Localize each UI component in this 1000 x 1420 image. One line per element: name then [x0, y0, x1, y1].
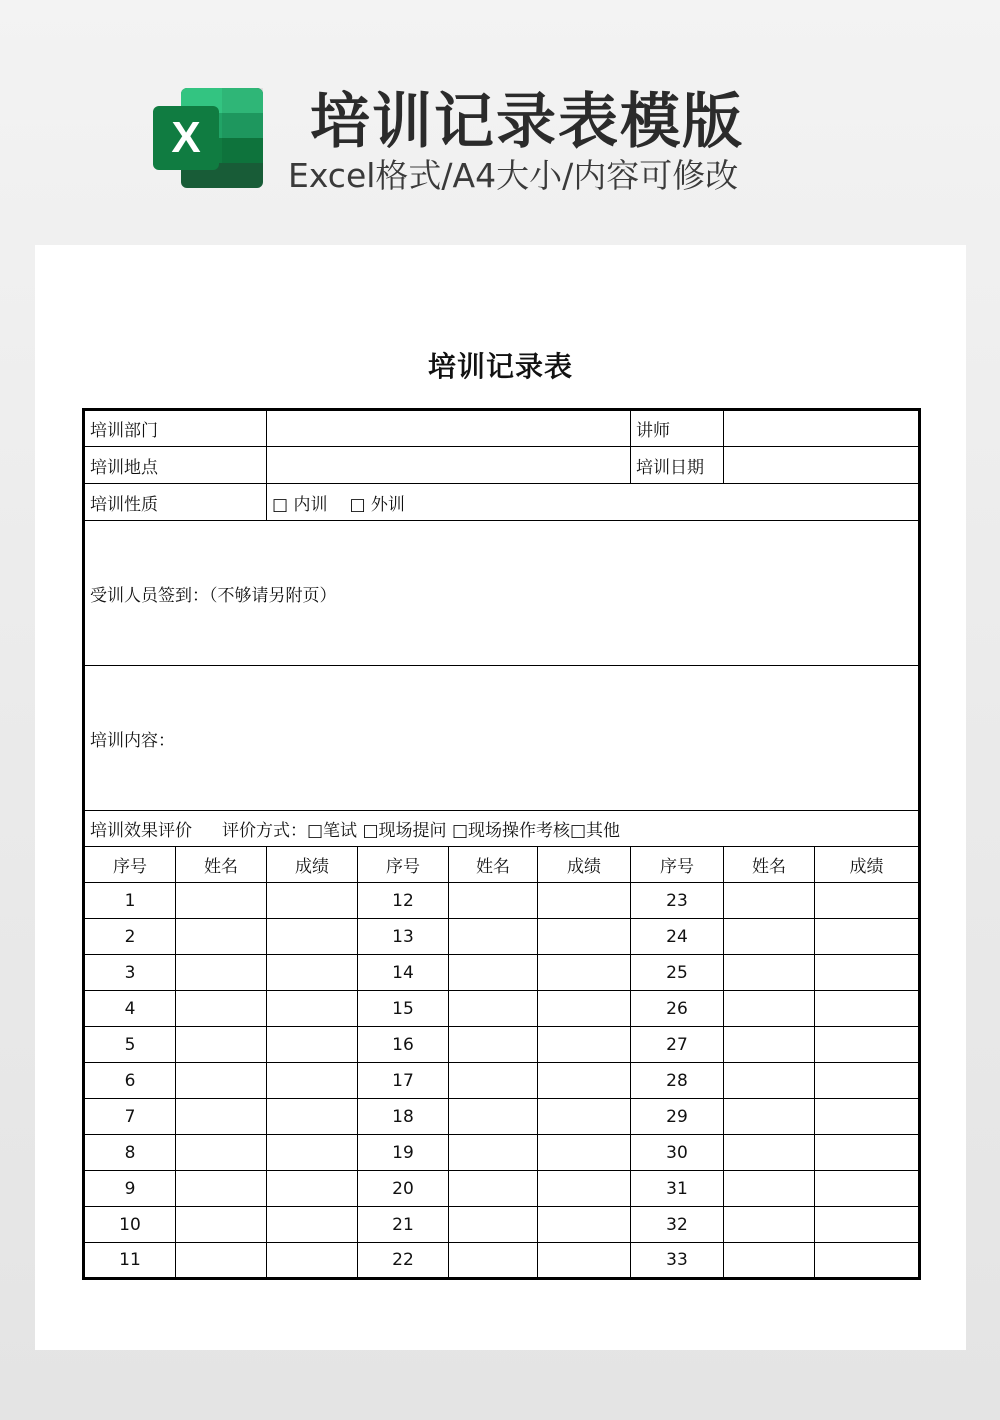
grid-header-row — [84, 847, 920, 883]
score-cell[interactable] — [267, 955, 358, 991]
score-cell[interactable] — [267, 919, 358, 955]
score-cell[interactable] — [815, 883, 920, 919]
header-score-3: 成绩 — [815, 847, 920, 883]
seq-cell: 3 — [84, 955, 176, 991]
table-row — [84, 1063, 920, 1099]
location-field[interactable] — [267, 447, 631, 484]
name-cell[interactable] — [724, 1243, 815, 1279]
page-subtitle: Excel格式/A4大小/内容可修改 — [288, 156, 739, 195]
seq-cell: 15 — [358, 991, 449, 1027]
seq-cell: 7 — [84, 1099, 176, 1135]
seq-cell: 10 — [84, 1207, 176, 1243]
header-score-2: 成绩 — [538, 847, 631, 883]
checkbox-external[interactable]: □ 外训 — [349, 494, 405, 515]
name-cell[interactable] — [176, 1063, 267, 1099]
name-cell[interactable] — [724, 1171, 815, 1207]
nature-options — [267, 484, 920, 521]
page-title: 培训记录表模版 — [310, 87, 744, 157]
label-signin: 受训人员签到：（不够请另附页） — [90, 585, 337, 606]
name-cell[interactable] — [176, 991, 267, 1027]
label-content: 培训内容： — [90, 730, 175, 751]
evaluation-cell — [84, 811, 920, 847]
name-cell[interactable] — [724, 991, 815, 1027]
table-row — [84, 919, 920, 955]
score-cell[interactable] — [815, 991, 920, 1027]
seq-cell: 32 — [631, 1207, 724, 1243]
training-record-form — [82, 408, 921, 1280]
checkbox-internal[interactable]: □ 内训 — [272, 494, 328, 515]
score-cell[interactable] — [267, 1171, 358, 1207]
seq-cell: 33 — [631, 1243, 724, 1279]
name-cell[interactable] — [724, 1027, 815, 1063]
score-cell[interactable] — [815, 1063, 920, 1099]
score-cell[interactable] — [538, 1063, 631, 1099]
checkbox-written[interactable]: □笔试 — [307, 821, 358, 841]
seq-cell: 8 — [84, 1135, 176, 1171]
name-cell[interactable] — [724, 1063, 815, 1099]
score-cell[interactable] — [267, 1135, 358, 1171]
name-cell[interactable] — [449, 883, 538, 919]
name-cell[interactable] — [176, 1243, 267, 1279]
score-cell[interactable] — [815, 1207, 920, 1243]
seq-cell: 17 — [358, 1063, 449, 1099]
header-seq-3: 序号 — [631, 847, 724, 883]
seq-cell: 19 — [358, 1135, 449, 1171]
name-cell[interactable] — [449, 955, 538, 991]
seq-cell: 30 — [631, 1135, 724, 1171]
name-cell[interactable] — [449, 1099, 538, 1135]
score-cell[interactable] — [815, 1027, 920, 1063]
seq-cell: 21 — [358, 1207, 449, 1243]
header-seq-1: 序号 — [84, 847, 176, 883]
document-sheet — [35, 245, 966, 1350]
score-cell[interactable] — [538, 991, 631, 1027]
score-cell[interactable] — [267, 1027, 358, 1063]
seq-cell: 31 — [631, 1171, 724, 1207]
content-area[interactable] — [84, 666, 920, 811]
name-cell[interactable] — [724, 883, 815, 919]
seq-cell: 16 — [358, 1027, 449, 1063]
seq-cell: 11 — [84, 1243, 176, 1279]
score-cell[interactable] — [538, 955, 631, 991]
checkbox-onsite-operation[interactable]: □现场操作考核 — [451, 821, 570, 841]
score-cell[interactable] — [538, 1027, 631, 1063]
label-eval-method: 评价方式： — [222, 821, 307, 841]
lecturer-field[interactable] — [724, 410, 920, 447]
score-cell[interactable] — [815, 955, 920, 991]
name-cell[interactable] — [449, 1243, 538, 1279]
label-evaluation: 培训效果评价 — [90, 821, 192, 841]
name-cell[interactable] — [176, 1171, 267, 1207]
table-row — [84, 883, 920, 919]
name-cell[interactable] — [176, 955, 267, 991]
table-row — [84, 1027, 920, 1063]
label-lecturer: 讲师 — [631, 410, 724, 447]
name-cell[interactable] — [449, 919, 538, 955]
header-name-3: 姓名 — [724, 847, 815, 883]
name-cell[interactable] — [449, 1207, 538, 1243]
label-nature: 培训性质 — [84, 484, 267, 521]
seq-cell: 2 — [84, 919, 176, 955]
row-content — [84, 666, 920, 811]
name-cell[interactable] — [724, 1207, 815, 1243]
seq-cell: 20 — [358, 1171, 449, 1207]
document-title: 培训记录表 — [427, 350, 573, 383]
score-cell[interactable] — [267, 1063, 358, 1099]
name-cell[interactable] — [724, 955, 815, 991]
seq-cell: 1 — [84, 883, 176, 919]
score-cell[interactable] — [815, 1243, 920, 1279]
table-row — [84, 1135, 920, 1171]
name-cell[interactable] — [449, 991, 538, 1027]
score-cell[interactable] — [538, 1171, 631, 1207]
header-score-1: 成绩 — [267, 847, 358, 883]
seq-cell: 18 — [358, 1099, 449, 1135]
score-cell[interactable] — [538, 919, 631, 955]
table-row — [84, 955, 920, 991]
name-cell[interactable] — [176, 1207, 267, 1243]
score-cell[interactable] — [538, 1099, 631, 1135]
table-row — [84, 1243, 920, 1279]
seq-cell: 24 — [631, 919, 724, 955]
row-department — [84, 410, 920, 447]
seq-cell: 22 — [358, 1243, 449, 1279]
seq-cell: 5 — [84, 1027, 176, 1063]
seq-cell: 4 — [84, 991, 176, 1027]
seq-cell: 25 — [631, 955, 724, 991]
name-cell[interactable] — [176, 919, 267, 955]
table-row — [84, 1171, 920, 1207]
score-cell[interactable] — [538, 1243, 631, 1279]
score-cell[interactable] — [538, 1135, 631, 1171]
seq-cell: 13 — [358, 919, 449, 955]
label-location: 培训地点 — [84, 447, 267, 484]
seq-cell: 14 — [358, 955, 449, 991]
name-cell[interactable] — [724, 919, 815, 955]
score-cell[interactable] — [267, 991, 358, 1027]
checkbox-other[interactable]: □其他 — [570, 821, 621, 841]
label-date: 培训日期 — [631, 447, 724, 484]
banner-header — [0, 0, 1000, 240]
row-location — [84, 447, 920, 484]
seq-cell: 6 — [84, 1063, 176, 1099]
score-cell[interactable] — [815, 1171, 920, 1207]
name-cell[interactable] — [449, 1135, 538, 1171]
score-cell[interactable] — [267, 883, 358, 919]
score-cell[interactable] — [815, 919, 920, 955]
table-row — [84, 1207, 920, 1243]
name-cell[interactable] — [176, 1135, 267, 1171]
name-cell[interactable] — [176, 883, 267, 919]
seq-cell: 23 — [631, 883, 724, 919]
score-cell[interactable] — [267, 1243, 358, 1279]
score-cell[interactable] — [815, 1099, 920, 1135]
name-cell[interactable] — [176, 1099, 267, 1135]
score-cell[interactable] — [538, 1207, 631, 1243]
row-signin — [84, 521, 920, 666]
score-cell[interactable] — [267, 1099, 358, 1135]
table-row — [84, 1099, 920, 1135]
seq-cell: 28 — [631, 1063, 724, 1099]
seq-cell: 29 — [631, 1099, 724, 1135]
table-row — [84, 991, 920, 1027]
row-evaluation — [84, 811, 920, 847]
score-cell[interactable] — [267, 1207, 358, 1243]
name-cell[interactable] — [724, 1135, 815, 1171]
name-cell[interactable] — [724, 1099, 815, 1135]
header-name-1: 姓名 — [176, 847, 267, 883]
signin-area[interactable] — [84, 521, 920, 666]
score-cell[interactable] — [538, 883, 631, 919]
score-cell[interactable] — [815, 1135, 920, 1171]
name-cell[interactable] — [449, 1063, 538, 1099]
row-nature — [84, 484, 920, 521]
excel-logo-letter: X — [171, 113, 201, 162]
name-cell[interactable] — [449, 1171, 538, 1207]
attendance-grid — [84, 883, 920, 1279]
seq-cell: 26 — [631, 991, 724, 1027]
seq-cell: 12 — [358, 883, 449, 919]
seq-cell: 27 — [631, 1027, 724, 1063]
department-field[interactable] — [267, 410, 631, 447]
header-name-2: 姓名 — [449, 847, 538, 883]
checkbox-onsite-question[interactable]: □现场提问 — [362, 821, 447, 841]
name-cell[interactable] — [176, 1027, 267, 1063]
seq-cell: 9 — [84, 1171, 176, 1207]
label-department: 培训部门 — [84, 410, 267, 447]
excel-icon — [153, 86, 265, 190]
date-field[interactable] — [724, 447, 920, 484]
name-cell[interactable] — [449, 1027, 538, 1063]
header-seq-2: 序号 — [358, 847, 449, 883]
